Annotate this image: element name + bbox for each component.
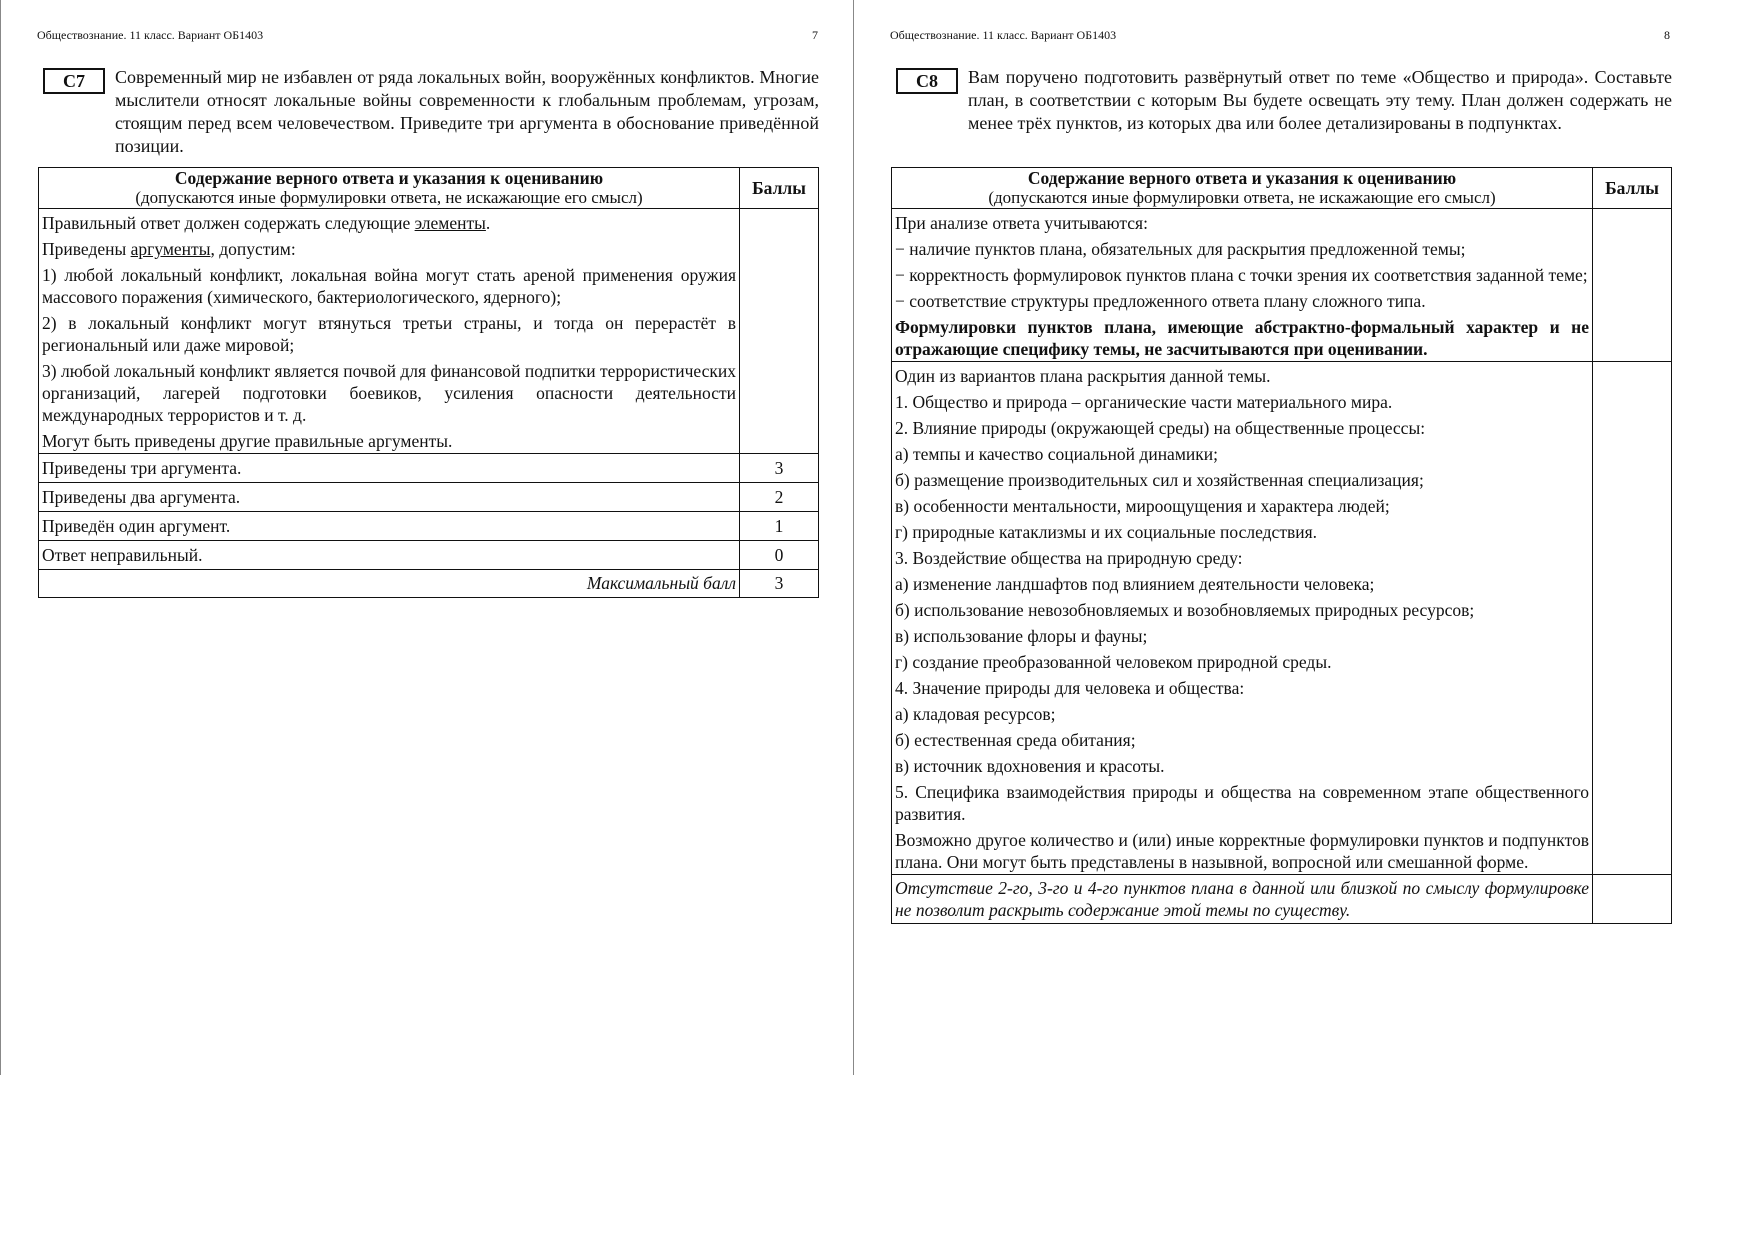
max-score-row <box>39 570 819 598</box>
criteria-cell <box>892 209 1593 362</box>
table-header-content <box>39 168 740 209</box>
criterion-label: Приведены два аргумента. <box>39 483 740 512</box>
plan-line: г) создание преобразованной человеком природной среды. <box>895 652 1332 672</box>
argument-3: 3) любой локальный конфликт является почвой для финансовой подпитки террористических организаций, лагерей подготовки боевиков, усиления опасности деятельности международных террористов и т. д. <box>42 361 736 425</box>
plan-line: г) природные катаклизмы и их социальные последствия. <box>895 522 1318 542</box>
criterion-score: 0 <box>740 541 819 570</box>
criterion-score: 2 <box>740 483 819 512</box>
answer-score-cell <box>740 209 819 454</box>
plan-cell <box>892 362 1593 875</box>
argument-1: 1) любой локальный конфликт, локальная война могут стать ареной применения оружия массового поражения (химического, бактериологического, ядерного); <box>42 265 736 307</box>
plan-line: 5. Специфика взаимодействия природы и общества на современном этапе общественного развития. <box>895 782 1589 824</box>
max-score-value: 3 <box>740 570 819 598</box>
scoring-table-c7 <box>38 167 819 598</box>
arguments-line: Приведены аргументы, допустим: <box>42 239 296 259</box>
argument-2: 2) в локальный конфликт могут втянуться третьи страны, и тогда он перерастёт в региональный или даже мировой; <box>42 313 736 355</box>
plan-line: в) особенности ментальности, мироощущения и характера людей; <box>895 496 1390 516</box>
header-main: Содержание верного ответа и указания к оцениванию <box>174 168 604 188</box>
page-number: 8 <box>1664 28 1670 42</box>
plan-line: 4. Значение природы для человека и общества: <box>895 678 1245 698</box>
other-arguments-note: Могут быть приведены другие правильные аргументы. <box>42 431 453 451</box>
task-text: Вам поручено подготовить развёрнутый ответ по теме «Общество и природа». Составьте план, в соответствии с которым Вы будете освещать эту тему. План должен содержать не менее трёх пунктов, из которых два или более детализированы в подпунктах. <box>968 67 1672 133</box>
task-label: С7 <box>43 68 105 94</box>
table-row <box>39 512 819 541</box>
max-score-label: Максимальный балл <box>39 570 740 598</box>
criteria-bold-note: Формулировки пунктов плана, имеющие абстрактно-формальный характер и не отражающие специфику темы, не засчитываются при оценивании. <box>895 317 1589 359</box>
page-7 <box>0 0 854 1075</box>
header-sub: (допускаются иные формулировки ответа, не искажающие его смысл) <box>135 188 643 207</box>
plan-line: а) кладовая ресурсов; <box>895 704 1056 724</box>
criterion-label: Приведён один аргумент. <box>39 512 740 541</box>
page-8 <box>853 0 1754 1075</box>
criterion-label: Приведены три аргумента. <box>39 454 740 483</box>
plan-list <box>895 391 1589 873</box>
plan-line: а) темпы и качество социальной динамики; <box>895 444 1218 464</box>
plan-line: 1. Общество и природа – органические части материального мира. <box>895 392 1393 412</box>
table-header-score: Баллы <box>740 168 819 209</box>
criterion-label: Ответ неправильный. <box>39 541 740 570</box>
plan-line: б) естественная среда обитания; <box>895 730 1136 750</box>
criterion-score: 1 <box>740 512 819 541</box>
elements-line: Правильный ответ должен содержать следующие элементы. <box>42 213 491 233</box>
table-header-content <box>892 168 1593 209</box>
task-label: С8 <box>896 68 958 94</box>
table-row <box>39 454 819 483</box>
plan-line: б) размещение производительных сил и хозяйственная специализация; <box>895 470 1424 490</box>
criterion-3: − соответствие структуры предложенного ответа плану сложного типа. <box>895 291 1426 311</box>
criterion-1: − наличие пунктов плана, обязательных для раскрытия предложенной темы; <box>895 239 1466 259</box>
plan-intro: Один из вариантов плана раскрытия данной темы. <box>895 366 1271 386</box>
plan-line: а) изменение ландшафтов под влиянием деятельности человека; <box>895 574 1375 594</box>
criterion-score: 3 <box>740 454 819 483</box>
table-header-score: Баллы <box>1593 168 1672 209</box>
table-row <box>39 483 819 512</box>
page-header-title: Обществознание. 11 класс. Вариант ОБ1403 <box>37 28 264 42</box>
page-number: 7 <box>812 28 818 42</box>
plan-line: Возможно другое количество и (или) иные корректные формулировки пунктов и подпунктов плана. Они могут быть представлены в назывной, вопросной или смешанной форме. <box>895 830 1589 872</box>
plan-line: в) использование флоры и фауны; <box>895 626 1148 646</box>
plan-line: б) использование невозобновляемых и возобновляемых природных ресурсов; <box>895 600 1475 620</box>
plan-score-cell <box>1593 362 1672 875</box>
plan-line: в) источник вдохновения и красоты. <box>895 756 1165 776</box>
plan-line: 3. Воздействие общества на природную среду: <box>895 548 1243 568</box>
answer-content-cell <box>39 209 740 454</box>
italic-note: Отсутствие 2-го, 3-го и 4-го пунктов плана в данной или близкой по смыслу формулировке не позволит раскрыть содержание этой темы по существу. <box>892 875 1593 924</box>
italic-note-score-cell <box>1593 875 1672 924</box>
plan-line: 2. Влияние природы (окружающей среды) на общественные процессы: <box>895 418 1426 438</box>
scoring-table-c8 <box>891 167 1672 924</box>
page-header-title: Обществознание. 11 класс. Вариант ОБ1403 <box>890 28 1117 42</box>
task-text: Современный мир не избавлен от ряда локальных войн, вооружённых конфликтов. Многие мыслители относят локальные войны современности к глобальным проблемам, угрозам, стоящим перед всем человечеством. Приведите три аргумента в обоснование приведённой позиции. <box>115 67 819 156</box>
header-sub: (допускаются иные формулировки ответа, не искажающие его смысл) <box>988 188 1496 207</box>
criterion-2: − корректность формулировок пунктов плана с точки зрения их соответствия заданной теме; <box>895 265 1588 285</box>
header-main: Содержание верного ответа и указания к оцениванию <box>1027 168 1457 188</box>
criteria-intro: При анализе ответа учитываются: <box>895 213 1148 233</box>
table-row <box>39 541 819 570</box>
criteria-score-cell <box>1593 209 1672 362</box>
